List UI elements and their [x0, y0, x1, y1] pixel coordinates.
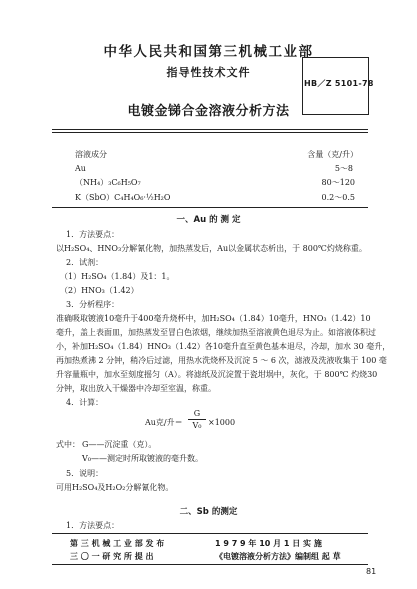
footer-bottom-divider: [52, 564, 368, 565]
item4-label: 4．计算：: [66, 398, 104, 407]
procedure-line: 小，补加H₂SO₄（1.84）HNO₃（1.42）各10毫升直至黄色基本退尽，冷却，加水 30 毫升，: [56, 342, 391, 351]
where-v: V₀——测定时所取镀液的毫升数。: [82, 454, 203, 463]
formula-numerator: G: [193, 409, 201, 418]
composition-row-name: （NH₄）₃C₆H₅O₇: [75, 178, 141, 187]
footer-divider: [52, 533, 368, 534]
reagent-line: （2）HNO₃（1.42）: [60, 286, 139, 295]
procedure-line: 准确吸取镀液10毫升于400毫升烧杯中，加H₂SO₄（1.84）10毫升，HNO₃（1.42）10: [56, 314, 371, 323]
composition-row-value: 5～8: [334, 164, 353, 173]
item3-label: 3．分析程序：: [66, 300, 120, 309]
item1-label: 1．方法要点：: [66, 230, 120, 239]
item1-text: 以H₂SO₄、HNO₃分解氰化物，加热蒸发后，Au以金属状态析出，于 800℃灼烧称重。: [56, 244, 367, 253]
title-divider: [52, 129, 368, 133]
section-sb-heading: 二、Sb 的测定: [179, 507, 238, 517]
where-g: G——沉淀重（克）。: [82, 440, 157, 449]
footer-author: 《电镀溶液分析方法》编制组 起 草: [215, 552, 341, 561]
composition-col-name: 溶液成分: [75, 150, 107, 159]
composition-row-value: 80～120: [321, 178, 355, 187]
fraction-bar: [188, 419, 206, 420]
composition-row-name: K（SbO）C₄H₄O₆·½H₂O: [75, 193, 171, 202]
item2-label: 2．试剂：: [66, 258, 104, 267]
formula-denominator: V₀: [192, 421, 202, 430]
item5-text: 可用H₂SO₄及H₂O₂分解氰化物。: [56, 483, 174, 492]
item5-label: 5．说明：: [66, 469, 104, 478]
table-divider: [52, 207, 368, 208]
procedure-line: 升容量瓶中，加水至刻度摇匀（A）。将滤纸及沉淀置于瓷坩埚中，灰化，于 800℃ 灼烧30: [56, 370, 378, 379]
formula-fraction: [188, 409, 206, 430]
section-au-heading: 一、Au 的 测 定: [176, 215, 241, 225]
procedure-line: 毫升，盖上表面皿，加热蒸发至冒白色浓烟，继续加热至溶液黄色退尽为止。如溶液体积过: [56, 328, 376, 337]
formula-lhs: Au克/升＝: [145, 418, 183, 427]
composition-row-name: Au: [75, 164, 86, 173]
ministry-header: 中华人民共和国第三机械工业部: [103, 44, 314, 60]
procedure-line: 分钟，取出放入干燥器中冷却至室温，称重。: [56, 384, 216, 393]
where-label: 式中：: [56, 440, 80, 449]
page-number: 81: [366, 567, 377, 576]
reagent-line: （1）H₂SO₄（1.84）及1：1。: [60, 272, 175, 281]
document-title: 电镀金锑合金溶液分析方法: [127, 104, 290, 119]
formula-rhs: ×1000: [208, 418, 236, 427]
footer-publisher: 第 三 机 械 工 业 部 发 布: [70, 539, 165, 548]
procedure-line: 再加热煮沸 2 分钟，稍冷后过滤，用热水洗烧杯及沉淀 5 ～ 6 次，滤液及洗液收集于 100 毫: [56, 356, 387, 365]
standard-number: HB／Z 5101-78: [304, 79, 374, 88]
composition-row-value: 0.2～0.5: [321, 193, 355, 202]
doc-type-label: 指导性技术文件: [166, 66, 251, 79]
sb-item1-label: 1．方法要点：: [66, 521, 120, 530]
composition-col-content: 含量（克/升）: [307, 150, 358, 159]
footer-date: 1 9 7 9 年 10 月 1 日 实 施: [215, 539, 322, 548]
footer-drafter: 三 〇 一 研 究 所 提 出: [70, 552, 154, 561]
